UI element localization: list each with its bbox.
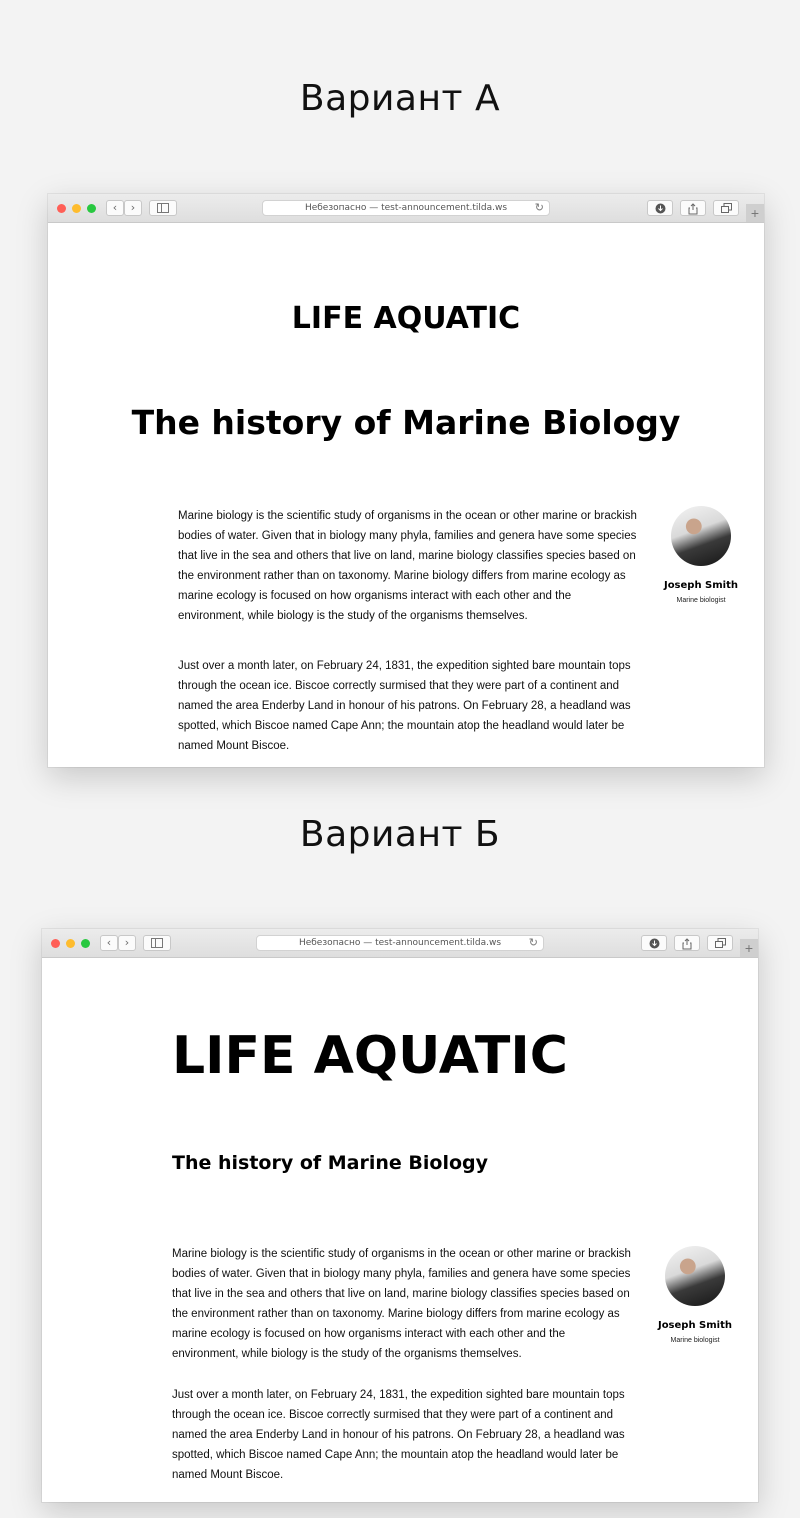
- author-card: [650, 1246, 740, 1344]
- variant-a-title: Вариант А: [299, 78, 501, 119]
- download-button[interactable]: [647, 200, 673, 216]
- browser-window-b: [42, 929, 758, 1502]
- article-paragraph: Marine biology is the scientific study of organisms in the ocean or other marine or brackish bodies of water. Given that in biology many phyla, families and genera have some species that live in the sea and others that live on land, marine biology classifies species based on the environment rather than on taxonomy. Marine biology differs from marine ecology as marine ecology is focused on how organisms interact with each other and the environment, while biology is the study of the organisms themselves.: [178, 510, 637, 622]
- article-paragraph: Marine biology is the scientific study of organisms in the ocean or other marine or brackish bodies of water. Given that in biology many phyla, families and genera have some species that live in the sea and others that live on land, marine biology classifies species based on the environment rather than on taxonomy. Marine biology differs from marine ecology as marine ecology is focused on how organisms interact with each other and the environment, while biology is the study of the organisms themselves.: [172, 1248, 631, 1360]
- address-bar[interactable]: [256, 935, 544, 951]
- article-heading: The history of Marine Biology: [172, 1152, 489, 1174]
- site-logo[interactable]: LIFE AQUATIC: [291, 301, 521, 336]
- reload-icon[interactable]: ↻: [528, 936, 538, 949]
- address-url: Небезопасно — test-announcement.tilda.ws: [304, 203, 508, 213]
- new-tab-button[interactable]: +: [740, 939, 758, 957]
- download-icon: [649, 938, 660, 949]
- close-dot[interactable]: [57, 204, 66, 213]
- site-logo[interactable]: LIFE AQUATIC: [172, 1026, 568, 1086]
- article-paragraph: Just over a month later, on February 24, 1831, the expedition sighted bare mountain tops through the ocean ice. Biscoe correctly surmised that they were part of a continent and named the area Enderby Land in honour of his patrons. On February 28, a headland was spotted, which Biscoe named Cape Ann; the mountain atop the headland would later be named Mount Biscoe.: [172, 1389, 625, 1481]
- sidebar-button[interactable]: [143, 935, 171, 951]
- share-icon: [682, 938, 692, 950]
- new-tab-button[interactable]: +: [746, 204, 764, 222]
- close-dot[interactable]: [51, 939, 60, 948]
- back-button[interactable]: ‹: [100, 935, 118, 951]
- avatar: [671, 506, 731, 566]
- article-paragraph: Just over a month later, on February 24, 1831, the expedition sighted bare mountain tops through the ocean ice. Biscoe correctly surmised that they were part of a continent and named the area Enderby Land in honour of his patrons. On February 28, a headland was spotted, which Biscoe named Cape Ann; the mountain atop the headland would later be named Mount Biscoe.: [178, 660, 631, 752]
- sidebar-icon: [157, 203, 169, 213]
- minimize-dot[interactable]: [72, 204, 81, 213]
- variant-b-title: Вариант Б: [299, 814, 501, 855]
- tabs-icon: [715, 938, 726, 948]
- address-bar[interactable]: [262, 200, 550, 216]
- download-icon: [655, 203, 666, 214]
- forward-button[interactable]: ›: [124, 200, 142, 216]
- zoom-dot[interactable]: [81, 939, 90, 948]
- share-button[interactable]: [674, 935, 700, 951]
- download-button[interactable]: [641, 935, 667, 951]
- tabs-button[interactable]: [713, 200, 739, 216]
- reload-icon[interactable]: ↻: [534, 201, 544, 214]
- author-card: [656, 506, 746, 604]
- address-url: Небезопасно — test-announcement.tilda.ws: [298, 938, 502, 948]
- minimize-dot[interactable]: [66, 939, 75, 948]
- forward-button[interactable]: ›: [118, 935, 136, 951]
- article-heading: The history of Marine Biology: [131, 403, 681, 442]
- author-role: Marine biologist: [676, 597, 726, 604]
- author-role: Marine biologist: [670, 1337, 720, 1344]
- avatar: [665, 1246, 725, 1306]
- share-icon: [688, 203, 698, 215]
- browser-toolbar: [48, 194, 764, 223]
- author-name: Joseph Smith: [657, 1320, 733, 1331]
- tabs-icon: [721, 203, 732, 213]
- author-name: Joseph Smith: [663, 580, 739, 591]
- back-button[interactable]: ‹: [106, 200, 124, 216]
- tabs-button[interactable]: [707, 935, 733, 951]
- browser-toolbar: [42, 929, 758, 958]
- zoom-dot[interactable]: [87, 204, 96, 213]
- share-button[interactable]: [680, 200, 706, 216]
- sidebar-button[interactable]: [149, 200, 177, 216]
- browser-window-a: [48, 194, 764, 767]
- sidebar-icon: [151, 938, 163, 948]
